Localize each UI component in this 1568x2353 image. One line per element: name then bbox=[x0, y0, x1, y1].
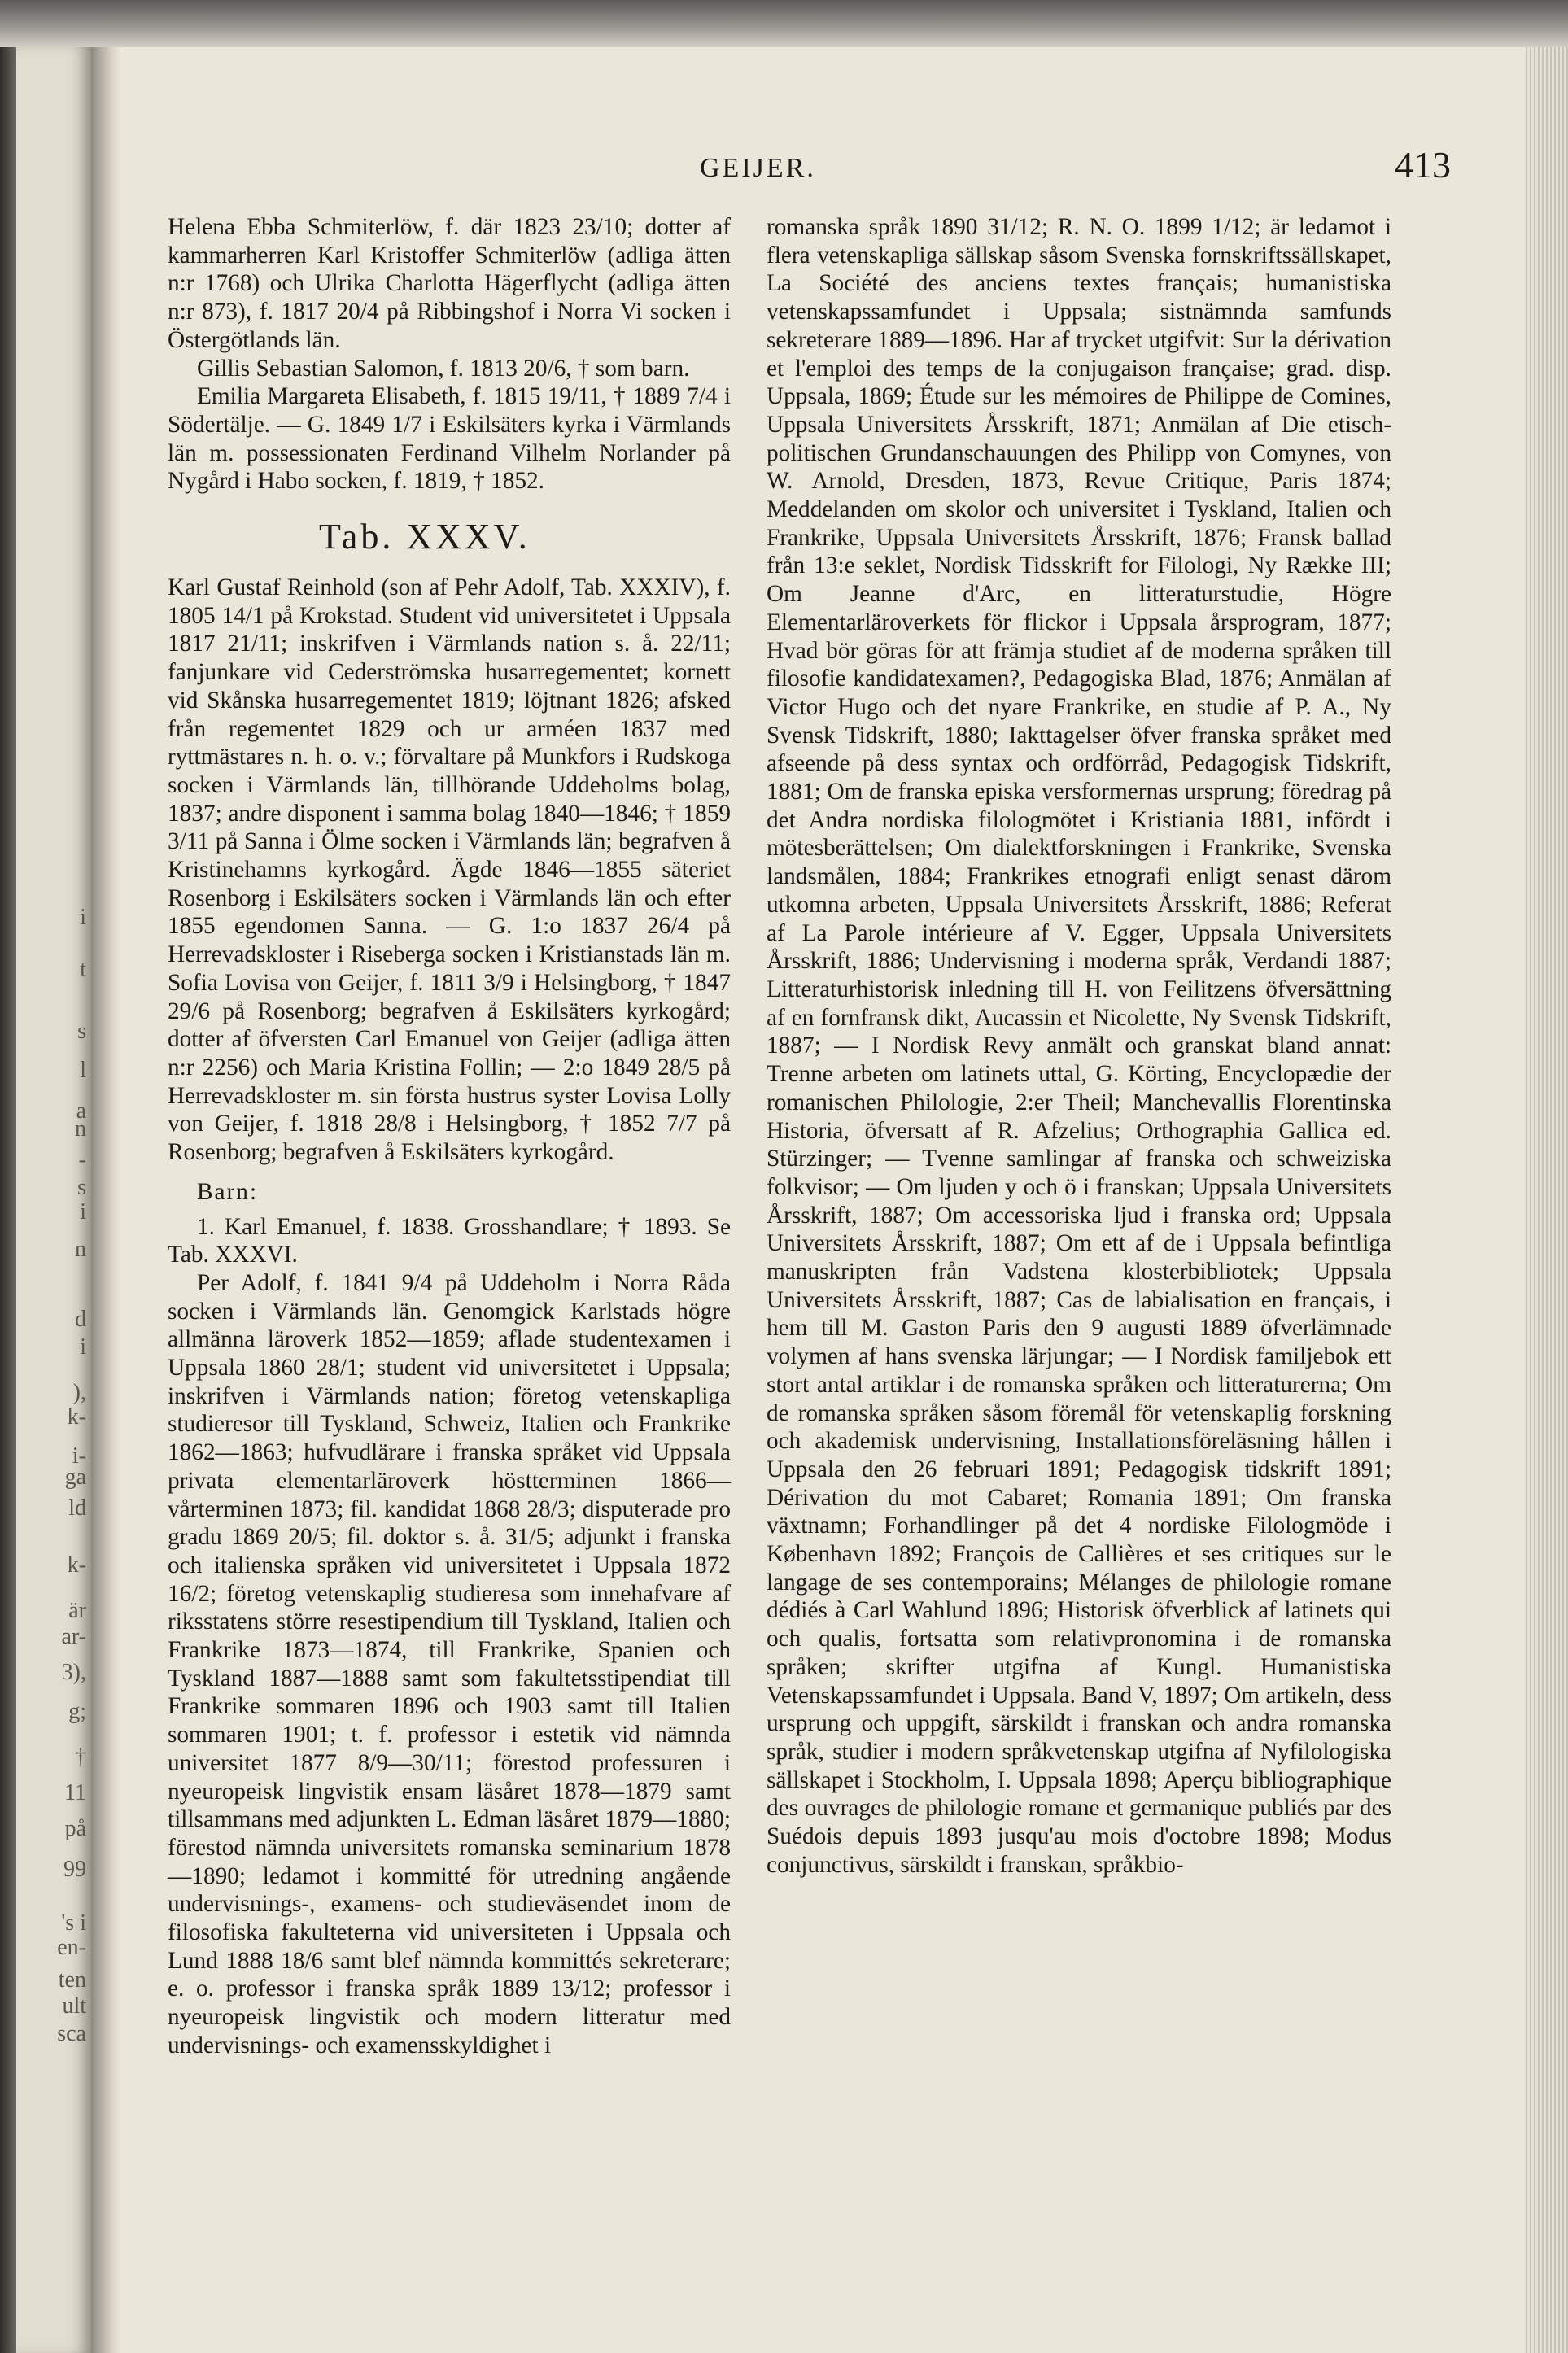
paragraph-gillis: Gillis Sebastian Salomon, f. 1813 20/6, † som barn. bbox=[197, 355, 690, 382]
previous-page-fragment: k- bbox=[67, 1404, 86, 1430]
scanner-left-strip bbox=[0, 47, 16, 2353]
previous-page-fragment: 3), bbox=[61, 1660, 86, 1685]
previous-page-fragment: 99 bbox=[63, 1857, 86, 1882]
running-head: GEIJER. bbox=[700, 153, 816, 183]
previous-page-fragment: s bbox=[77, 1175, 86, 1200]
previous-page-fragment: g; bbox=[68, 1699, 86, 1724]
previous-page-fragment: ga bbox=[64, 1465, 86, 1490]
previous-page-fragment: sca bbox=[57, 2021, 86, 2046]
previous-page-fragment: ult bbox=[62, 1993, 86, 2019]
previous-page-fragment: n bbox=[75, 1237, 86, 1262]
previous-page-fragment: k- bbox=[67, 1552, 86, 1578]
previous-page-fragment: ld bbox=[68, 1495, 86, 1521]
previous-page-fragment: l bbox=[80, 1058, 86, 1083]
previous-page-fragment: en- bbox=[57, 1935, 86, 1960]
page-number: 413 bbox=[1395, 144, 1451, 186]
left-column bbox=[168, 213, 731, 2060]
previous-page-fragment: † bbox=[75, 1744, 86, 1770]
scanner-top-bar bbox=[0, 0, 1568, 47]
previous-page-fragment: i bbox=[80, 1334, 86, 1360]
paragraph-helena: Helena Ebba Schmiterlöw, f. där 1823 23/10; dotter af kammarherren Karl Kristoffer Schmiterlöw (adliga ätten n:r 1768) och Ulrika Charlotta Hägerflycht (adliga ätten n:r 873), f. 1817 20/4 på Ribbingshof i Norra Vi socken i Östergötlands län. bbox=[168, 214, 731, 353]
previous-page-fragment: ten bbox=[58, 1967, 86, 1993]
paragraph-emilia: Emilia Margareta Elisabeth, f. 1815 19/11, † 1889 7/4 i Södertälje. — G. 1849 1/7 i Eskilsäters kyrka i Värmlands län m. possessionaten Ferdinand Vilhelm Norlander på Nygård i Habo socken, f. 1819, † 1852. bbox=[168, 383, 731, 495]
previous-page-fragment: i bbox=[80, 1199, 86, 1225]
previous-page-fragment: s bbox=[77, 1019, 86, 1044]
page-stack-edge bbox=[1526, 47, 1568, 2353]
previous-page-fragment: d bbox=[75, 1307, 86, 1332]
paragraph-per-adolf-continued: romanska språk 1890 31/12; R. N. O. 1899 1/12; är ledamot i flera vetenskapliga sällskap såsom Svenska fornskriftssällskapet, La Société des anciens textes français; humanistiska vetenskapssamfundet i Uppsala; sistnämnda samfunds sekreterare 1889—1896. Har af trycket utgifvit: Sur la dérivation et l'emploi des temps de la conjugaison française; grad. disp. Uppsala, 1869; Étude sur les mémoires de Philippe de Comines, Uppsala Universitets Årsskrift, 1871; Anmälan af Die etisch-politischen Grundanschauungen des Philipp von Comynes, von W. Arnold, Dresden, 1873, Revue Critique, Paris 1874; Meddelanden om skolor och universitet i Tyskland, Italien och Frankrike, Uppsala Universitets Årsskrift, 1876; Fransk ballad från 13:e seklet, Nordisk Tidsskrift for Filologi, Ny Række III; Om Jeanne d'Arc, en litteraturstudie, Högre Elementarläroverkets för flickor i Uppsala årsprogram, 1877; Hvad bör göras för att främja studiet af de moderna språken till filosofie kandidatexamen?, Pedagogiska Blad, 1876; Anmälan af Victor Hugo och det nyare Frankrike, en studie af P. A., Ny Svensk Tidskrift, 1880; Iakttagelser öfver franska språket med afseende på dess syntax och ordförråd, Pedagogisk Tidskrift, 1881; Om de franska episka versformernas ursprung; föredrag på det Andra nordiska filologmötet i Kristiania 1881, infördt i mötesberättelsen; Om dialektforskningen i Frankrike, Svenska landsmålen, 1884; Frankrikes etnografi enligt senast därom utkomna arbeten, Uppsala Universitets Årsskrift, 1886; Referat af La Parole intérieure af V. Egger, Uppsala Universitets Årsskrift, 1886; Undervisning i moderna språk, Verdandi 1887; Litteraturhistorisk inledning till H. von Feilitzens öfversättning af en fornfransk dikt, Aucassin et Nicolette, Ny Svensk Tidskrift, 1887; — I Nordisk Revy anmält och granskat bland annat: Trenne arbeten om latinets uttal, G. Körting, Encyclopædie der romanischen Philologie, 2:er Theil; Manchevallis Florentinska Historia, öfversatt af R. Afzelius; Orthographia Gallica ed. Stürzinger; — Tvenne samlingar af franska och schweiziska folkvisor; — Om ljuden y och ö i franskan; Uppsala Universitets Årsskrift, 1887; Om accessoriska ljud i franska ord; Uppsala Universitets Årsskrift, 1887; Om ett af de i Uppsala befintliga manuskripten från Vadstena klosterbibliotek; Uppsala Universitets Årsskrift, 1887; Cas de labialisation en français, i hem till M. Gaston Paris den 9 augusti 1889 öfverlämnade volymen af hans svenska lärjungar; — I Nordisk familjebok ett stort antal artiklar i de romanska språken och litteraturerna; Om de romanska språken såsom föremål för vetenskaplig forskning och akademisk undervisning, Installationsföreläsning hållen i Uppsala den 26 februari 1891; Pedagogisk tidskrift 1891; Dérivation du mot Cabaret; Romania 1891; Om franska växtnamn; Forhandlinger på det 4 nordiske Filologmöde i København 1892; François de Callières et ses critiques sur le langage de ses contemporains; Mélanges de philologie romane dédiés à Carl Wahlund 1896; Historisk öfverblick af latinets qui och qualis, fortsatta som relativpronomina i de romanska språken; skrifter utgifna af Kungl. Humanistiska Vetenskapssamfundet i Uppsala. Band V, 1897; Om artikeln, dess ursprung och uppgift, särskildt i franskan och andra romanska språk, studier i modern språkvetenskap utgifna af Nyfilologiska sällskapet i Stockholm, I. Uppsala 1898; Aperçu bibliographique des ouvrages de philologie romane et germanique publiés par des Suédois depuis 1893 jusqu'au mois d'octobre 1898; Modus conjunctivus, särskildt i franskan, språkbio- bbox=[767, 214, 1391, 1878]
previous-page-fragment: n bbox=[75, 1116, 86, 1142]
paragraph-karl-emanuel: 1. Karl Emanuel, f. 1838. Grosshandlare; † 1893. Se Tab. XXXVI. bbox=[168, 1213, 731, 1268]
previous-page-fragment: 11 bbox=[64, 1780, 86, 1805]
barn-label: Barn: bbox=[197, 1178, 259, 1205]
previous-page-fragment: i bbox=[80, 905, 86, 930]
previous-page-fragment: ), bbox=[72, 1380, 86, 1405]
tab-heading: Tab. XXXV. bbox=[319, 517, 531, 557]
paragraph-per-adolf: Per Adolf, f. 1841 9/4 på Uddeholm i Norra Råda socken i Värmlands län. Genomgick Karlstads högre allmänna läroverk 1852—1859; aflade studentexamen i Uppsala 1860 28/1; student vid universitetet i Uppsala; inskrifven i Värmlands nation; företog vetenskapliga studieresor till Tyskland, Schweiz, Italien och Frankrike 1862—1863; hufvudlärare i franska språket vid Uppsala privata elementarläroverk höstterminen 1866—vårterminen 1873; fil. kandidat 1868 28/3; disputerade pro gradu 1869 20/5; fil. doktor s. å. 31/5; adjunkt i franska och italienska språken vid universitetet i Uppsala 1872 16/2; företog vetenskaplig studieresa som innehafvare af riksstatens större resestipendium till Tyskland, Italien och Frankrike 1873—1874, till Frankrike, Spanien och Tyskland 1887—1888 samt som fakultetsstipendiat till Frankrike sommaren 1896 och 1903 samt till Italien sommaren 1901; t. f. professor i estetik vid nämnda universitet 1877 8/9—30/11; förestod professuren i nyeuropeisk lingvistik ensam läsåret 1878—1879 samt tillsammans med adjunkten L. Edman läsåret 1879—1880; förestod nämnda universitets romanska seminarium 1878—1890; ledamot i kommitté för utredning angående undervisnings-, examens- och studieväsendet inom de filosofiska fakulteterna vid universiteten i Uppsala och Lund 1888 18/6 samt blef nämnda kommittés sekreterare; e. o. professor i franska språk 1889 13/12; professor i nyeuropeisk lingvistik och modern litteratur med undervisnings- och examensskyldighet i bbox=[168, 1269, 731, 2058]
previous-page-fragment: t bbox=[80, 957, 86, 982]
previous-page-fragment: - bbox=[78, 1147, 86, 1172]
previous-page-fragment: a bbox=[76, 1098, 86, 1124]
previous-page-fragment: i- bbox=[72, 1443, 86, 1469]
previous-page-fragment: är bbox=[68, 1598, 86, 1623]
previous-page-fragment: på bbox=[64, 1816, 86, 1841]
previous-page-fragment: ar- bbox=[61, 1624, 86, 1649]
previous-page-fragment: 's i bbox=[61, 1910, 86, 1936]
right-column bbox=[767, 213, 1391, 1879]
book-gutter bbox=[91, 47, 120, 2353]
paragraph-karl-gustaf: Karl Gustaf Reinhold (son af Pehr Adolf, Tab. XXXIV), f. 1805 14/1 på Krokstad. Student vid universitetet i Uppsala 1817 21/11; inskrifven i Värmlands nation s. å. 22/11; fanjunkare vid Cederströmska husarregementet; kornett vid Skånska husarregementet 1819; löjtnant 1826; afsked från regementet 1829 och ur arméen 1837 med ryttmästares n. h. o. v.; förvaltare på Munkfors i Rudskoga socken i Värmlands län, tillhörande Uddeholms bolag, 1837; andre disponent i samma bolag 1840—1846; † 1859 3/11 på Sanna i Ölme socken i Värmlands län; begrafven å Kristinehamns kyrkogård. Ägde 1846—1855 säteriet Rosenborg i Eskilsäters socken i Värmlands län och efter 1855 egendomen Sanna. — G. 1:o 1837 26/4 på Herrevadskloster i Riseberga socken i Kristianstads län m. Sofia Lovisa von Geijer, f. 1811 3/9 i Helsingborg, † 1847 29/6 på Rosenborg; begrafven å Eskilsäters kyrkogård; dotter af öfversten Carl Emanuel von Geijer (adliga ätten n:r 2256) och Maria Kristina Follin; — 2:o 1849 28/5 på Herrevadskloster m. sin första hustrus syster Lovisa Lolly von Geijer, f. 1818 28/8 i Helsingborg, † 1852 7/7 på Rosenborg; begrafven å Eskilsäters kyrkogård. bbox=[168, 574, 731, 1166]
